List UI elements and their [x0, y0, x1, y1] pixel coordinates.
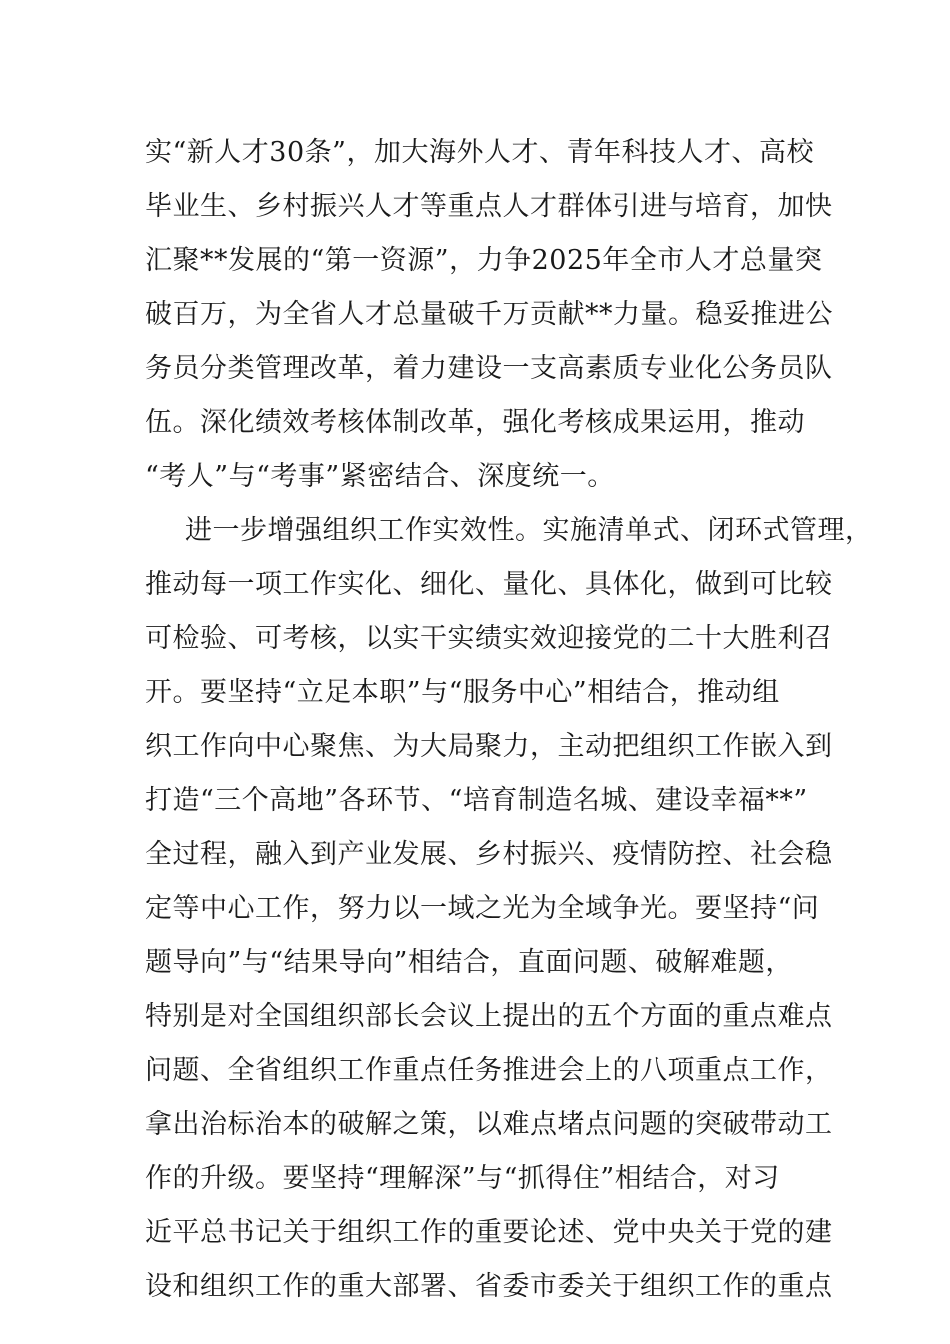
text-line: 定等中心工作，努力以一域之光为全域争光。要坚持“问 [145, 893, 820, 924]
text-line: 打造“三个高地”各环节、“培育制造名城、建设幸福**” [145, 785, 808, 816]
text-line: 题导向”与“结果导向”相结合，直面问题、破解难题， [145, 947, 793, 978]
text-line: 问题、全省组织工作重点任务推进会上的八项重点工作， [145, 1055, 833, 1086]
text-line: 实“新人才30条”，加大海外人才、青年科技人才、高校 [145, 137, 814, 168]
text-line: 可检验、可考核，以实干实绩实效迎接党的二十大胜利召 [145, 623, 833, 654]
text-line: 伍。深化绩效考核体制改革，强化考核成果运用，推动 [145, 407, 805, 438]
text-line: 拿出治标治本的破解之策，以难点堵点问题的突破带动工 [145, 1109, 833, 1140]
document-body [145, 126, 873, 1314]
text-line: 汇聚**发展的“第一资源”，力争2025年全市人才总量突 [145, 245, 823, 276]
text-line: 开。要坚持“立足本职”与“服务中心”相结合，推动组 [145, 677, 780, 708]
text-line: 近平总书记关于组织工作的重要论述、党中央关于党的建 [145, 1217, 833, 1248]
text-line: 破百万，为全省人才总量破千万贡献**力量。稳妥推进公 [145, 299, 833, 330]
text-line: 全过程，融入到产业发展、乡村振兴、疫情防控、社会稳 [145, 839, 833, 870]
text-line: 设和组织工作的重大部署、省委市委关于组织工作的重点 [145, 1271, 833, 1302]
text-line: 织工作向中心聚焦、为大局聚力，主动把组织工作嵌入到 [145, 731, 833, 762]
text-line: 推动每一项工作实化、细化、量化、具体化，做到可比较 [145, 569, 833, 600]
paragraph-start-line: 进一步增强组织工作实效性。实施清单式、闭环式管理， [185, 515, 873, 546]
text-line: “考人”与“考事”紧密结合、深度统一。 [145, 461, 615, 492]
text-line: 特别是对全国组织部长会议上提出的五个方面的重点难点 [145, 1001, 833, 1032]
text-line: 毕业生、乡村振兴人才等重点人才群体引进与培育，加快 [145, 191, 833, 222]
text-line: 务员分类管理改革，着力建设一支高素质专业化公务员队 [145, 353, 833, 384]
text-line: 作的升级。要坚持“理解深”与“抓得住”相结合，对习 [145, 1163, 780, 1194]
